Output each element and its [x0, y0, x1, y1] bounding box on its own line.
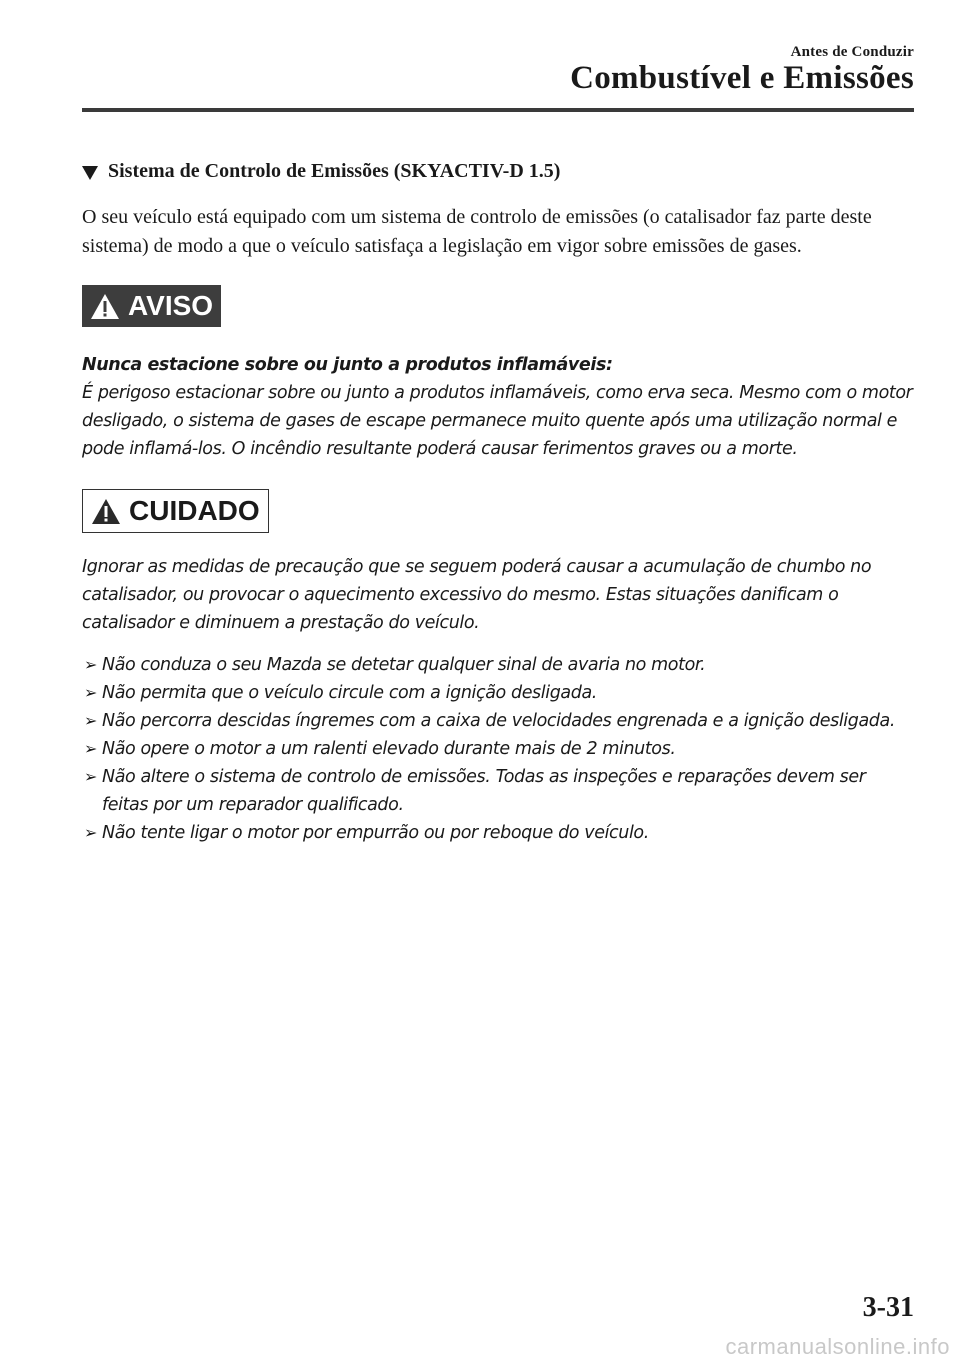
section-heading [82, 160, 914, 183]
list-item: ➢ Não percorra descidas íngremes com a caixa de velocidades engrenada e a ignição desligada. [82, 707, 914, 735]
triangle-down-icon [82, 166, 98, 180]
section-title-text: Sistema de Controlo de Emissões (SKYACTIV-D 1.5) [108, 160, 561, 182]
list-item: ➢ Não permita que o veículo circule com a ignição desligada. [82, 679, 914, 707]
page-content [82, 160, 914, 847]
caution-list [82, 651, 914, 847]
header-divider [82, 108, 914, 112]
arrow-bullet-icon: ➢ [84, 767, 98, 786]
warning-triangle-icon [90, 293, 120, 320]
list-item: ➢ Não altere o sistema de controlo de emissões. Todas as inspeções e reparações devem ser feitas por um reparador qualificado. [82, 763, 914, 819]
warning-label: AVISO [128, 290, 214, 321]
list-item: ➢ Não conduza o seu Mazda se detetar qualquer sinal de avaria no motor. [82, 651, 914, 679]
chapter-title: Combustível e Emissões [570, 60, 914, 96]
intro-paragraph: O seu veículo está equipado com um sistema de controlo de emissões (o catalisador faz parte deste sistema) de modo a que o veículo satisfaça a legislação em vigor sobre emissões de gases. [82, 206, 872, 257]
arrow-bullet-icon: ➢ [84, 739, 98, 758]
section-label: Antes de Conduzir [790, 44, 914, 60]
caution-triangle-icon [91, 498, 121, 525]
caution-body: Ignorar as medidas de precaução que se seguem poderá causar a acumulação de chumbo no catalisador, ou provocar o aquecimento excessivo do mesmo. Estas situações danificam o catalisador e diminuem a prestação do veículo. [82, 557, 872, 633]
caution-label: CUIDADO [129, 495, 260, 526]
arrow-bullet-icon: ➢ [84, 823, 98, 842]
caution-badge [82, 489, 269, 533]
list-item: ➢ Não tente ligar o motor por empurrão ou por reboque do veículo. [82, 819, 914, 847]
warning-title: Nunca estacione sobre ou junto a produtos inflamáveis: [82, 355, 613, 375]
watermark: carmanualsonline.info [725, 1334, 950, 1359]
arrow-bullet-icon: ➢ [84, 711, 98, 730]
warning-body: É perigoso estacionar sobre ou junto a produtos inflamáveis, como erva seca. Mesmo com o motor desligado, o sistema de gases de escape permanece muito quente após uma utilização normal e pode inflamá-los. O incêndio resultante poderá causar ferimentos graves ou a morte. [82, 383, 913, 459]
page-number: 3-31 [862, 1292, 914, 1323]
warning-badge [82, 285, 221, 327]
arrow-bullet-icon: ➢ [84, 683, 98, 702]
list-item: ➢ Não opere o motor a um ralenti elevado durante mais de 2 minutos. [82, 735, 914, 763]
arrow-bullet-icon: ➢ [84, 655, 98, 674]
